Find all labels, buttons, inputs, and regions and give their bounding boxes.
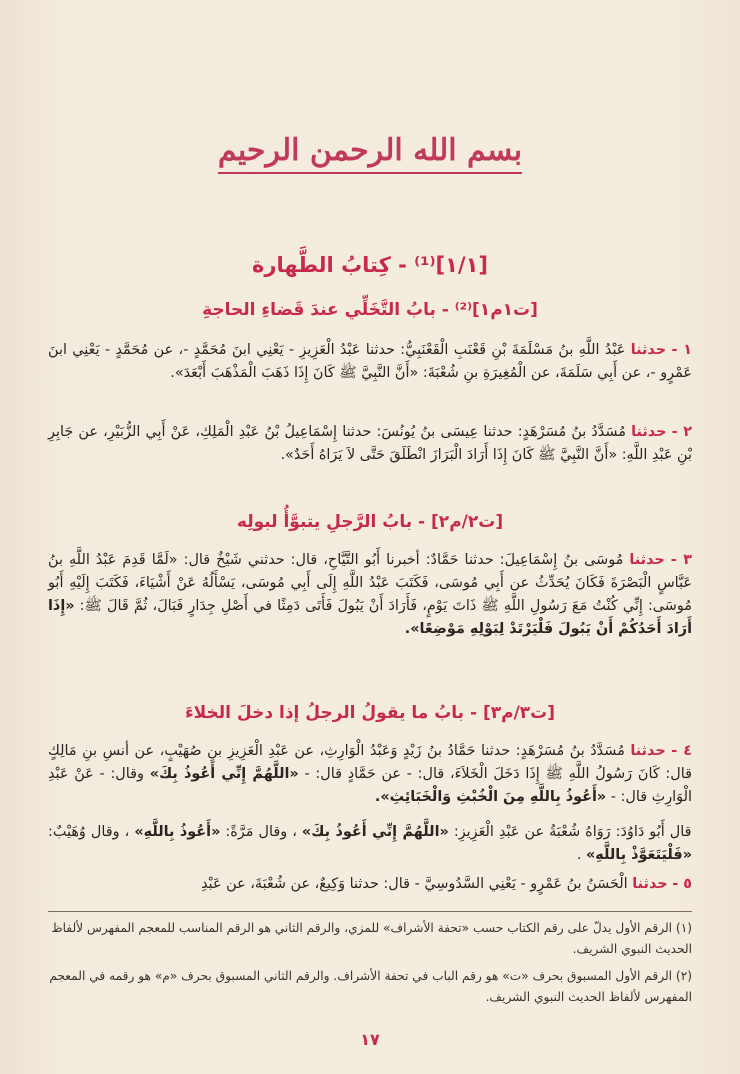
note-text-4: . [576,847,582,863]
note-quote-2: «أَعُوذُ بِاللَّهِ» [134,824,221,840]
hadith-text: مُسَدَّدُ بنُ مُسَرْهَدٍ: حدثنا عِيسَى بنُ يُونُسَ: حدثنا إِسْمَاعِيلُ بْنُ عَبْدِ الْمَلِكِ، عَنْ أَبِي الزُّبَيْرِ، عن جَابِرِ بْنِ عَبْدِ اللَّهِ: «أَنَّ النَّبِيَّ ﷺ كَانَ إِذَا أَرَادَ الْبَرَازَ انْطَلَقَ حَتَّى لاَ يَرَاهُ أَحَدٌ». [48,424,692,463]
basmala-calligraphy: بسم الله الرحمن الرحيم [218,133,522,174]
note-text: قال أَبُو دَاوُدَ: رَوَاهُ شُعْبَةُ عن عَبْدِ الْعَزِيزِ: [448,824,692,840]
hadith-opening: حدثنا [632,876,668,892]
hadith-text: مُوسَى بنُ إِسْمَاعِيلَ: حدثنا حَمَّادٌ: أخبرنا أَبُو التَّيَّاحِ، قال: حدثني شَيْخٌ قال: «لَمَّا قَدِمَ عَبْدُ اللَّهِ بنُ عَبَّاسٍ الْبَصْرَةَ فَكَانَ يُحَدِّثُ عن أَبِي مُوسَى، فَكَتَبَ عَبْدُ اللَّهِ إِلَى أَبِي مُوسَى، يَسْأَلُهُ عَنْ أَشْيَاءَ، فَكَتَبَ إِلَيْهِ أَبُو مُوسَى: إِنِّي كُنْتُ مَعَ رَسُولِ اللَّهِ ﷺ ذَاتَ يَوْمٍ، فَأَرَادَ أَنْ يَبُولَ فَأَتَى دَمِثًا في أَصْلِ جِدَارٍ فَبَالَ، ثُمَّ قَالَ ﷺ: [48,552,692,614]
note-quote-1: «اللَّهُمَّ إِنِّي أَعُوذُ بِكَ» [301,824,449,840]
hadith-4 [48,740,692,809]
chapter-title-3: [ت٣/م٣] - بابُ ما يقولُ الرجلُ إذا دخلَ الخلاءَ [184,703,556,723]
hadith-number: ٤ - [671,743,692,759]
hadith-quote-2: «أَعُوذُ بِاللَّهِ مِنَ الْخُبْثِ وَالْخَبَائِثِ». [374,789,607,805]
hadith-3 [48,549,692,641]
hadith-opening: حدثنا [630,342,667,358]
chapter-title-2: [ت٢/م٢] - بابُ الرَّجلِ يتبوَّأُ لبولِه [236,512,504,532]
note-quote-3: «فَلْيَتَعَوَّذْ بِاللَّهِ» [586,847,692,863]
footnote-2: (٢) الرقم الأول المسبوق بحرف «ت» هو رقم الباب في تحفة الأشراف. والرقم الثاني المسبوق بحرف «م» هو رقمه في المعجم المفهرس لألفاظ الحديث النبوي الشريف. [49,969,692,1004]
abu-dawud-note [48,821,692,867]
hadith-number: ٢ - [671,424,692,440]
note-text-2: ، وقال مَرَّةً: [220,824,297,840]
hadith-text-continued: وقال: - عَنْ عَبْدِ الْوَارِثِ قال: - [48,766,692,805]
hadith-number: ٥ - [672,876,692,892]
hadith-text: مُسَدَّدُ بنُ مُسَرْهَدٍ: حدثنا حَمَّادُ بنُ زَيْدٍ وَعَبْدُ الْوَارِثِ، عن عَبْدِ الْعَزِيزِ بنِ صُهَيْبٍ، عن أنسِ بنِ مَالِكٍ قال: كَانَ رَسُولُ اللَّهِ ﷺ إِذَا دَخَلَ الْخَلاَءَ، قال: - عن حَمَّادٍ قال: - [48,743,692,782]
hadith-opening: حدثنا [629,552,665,568]
hadith-opening: حدثنا [630,743,666,759]
book-title: [١/١]⁽¹⁾ - كِتابُ الطَّهارة [251,253,489,277]
hadith-opening: حدثنا [631,424,667,440]
hadith-text: عَبْدُ اللَّهِ بنُ مَسْلَمَةَ بْنِ قَعْنَبِ الْقَعْنَبِيُّ: حدثنا عَبْدُ الْعَزِيزِ - يَعْنِي ابنَ مُحَمَّدٍ -، عن مُحَمَّدٍ - يَعْنِي ابنَ عَمْرٍو -، عن أَبِي سَلَمَةَ، عن الْمُغِيرَةِ بنِ شُعْبَةَ: «أَنَّ النَّبِيَّ ﷺ كَانَ إِذَا ذَهَبَ الْمَذْهَبَ أَبْعَدَ». [48,342,692,381]
hadith-quote: «إِذَا أَرَادَ أَحَدُكُمْ أَنْ يَبُولَ فَلْيَرْتَدْ لِبَوْلِهِ مَوْضِعًا». [48,598,692,637]
hadith-2 [48,421,692,467]
hadith-1 [48,339,692,385]
chapter-title-1: [ت١م١]⁽²⁾ - بابُ التَّخَلِّي عندَ قَضاءِ الحاجةِ [202,300,538,320]
page-number: ١٧ [360,1030,380,1049]
footnote-divider [48,911,692,912]
hadith-text: الْحَسَنُ بنُ عَمْرٍو - يَعْنِي السَّدُوسِيَّ - قال: حدثنا وَكِيعٌ، عن شُعْبَةَ، عن عَبْدِ [201,876,628,892]
hadith-quote: «اللَّهُمَّ إِنِّي أَعُوذُ بِكَ» [149,766,299,782]
hadith-5 [48,873,692,896]
note-text-3: ، وقال وُهَيْبٌ: [48,824,130,840]
footnote-1: (١) الرقم الأول يدلّ على رقم الكتاب حسب «تحفة الأشراف» للمزي، والرقم الثاني هو الرقم المناسب للمعجم المفهرس لألفاظ الحديث النبوي الشريف. [51,921,692,956]
basmala-ornament [0,133,740,174]
hadith-number: ١ - [671,342,692,358]
hadith-number: ٣ - [670,552,692,568]
